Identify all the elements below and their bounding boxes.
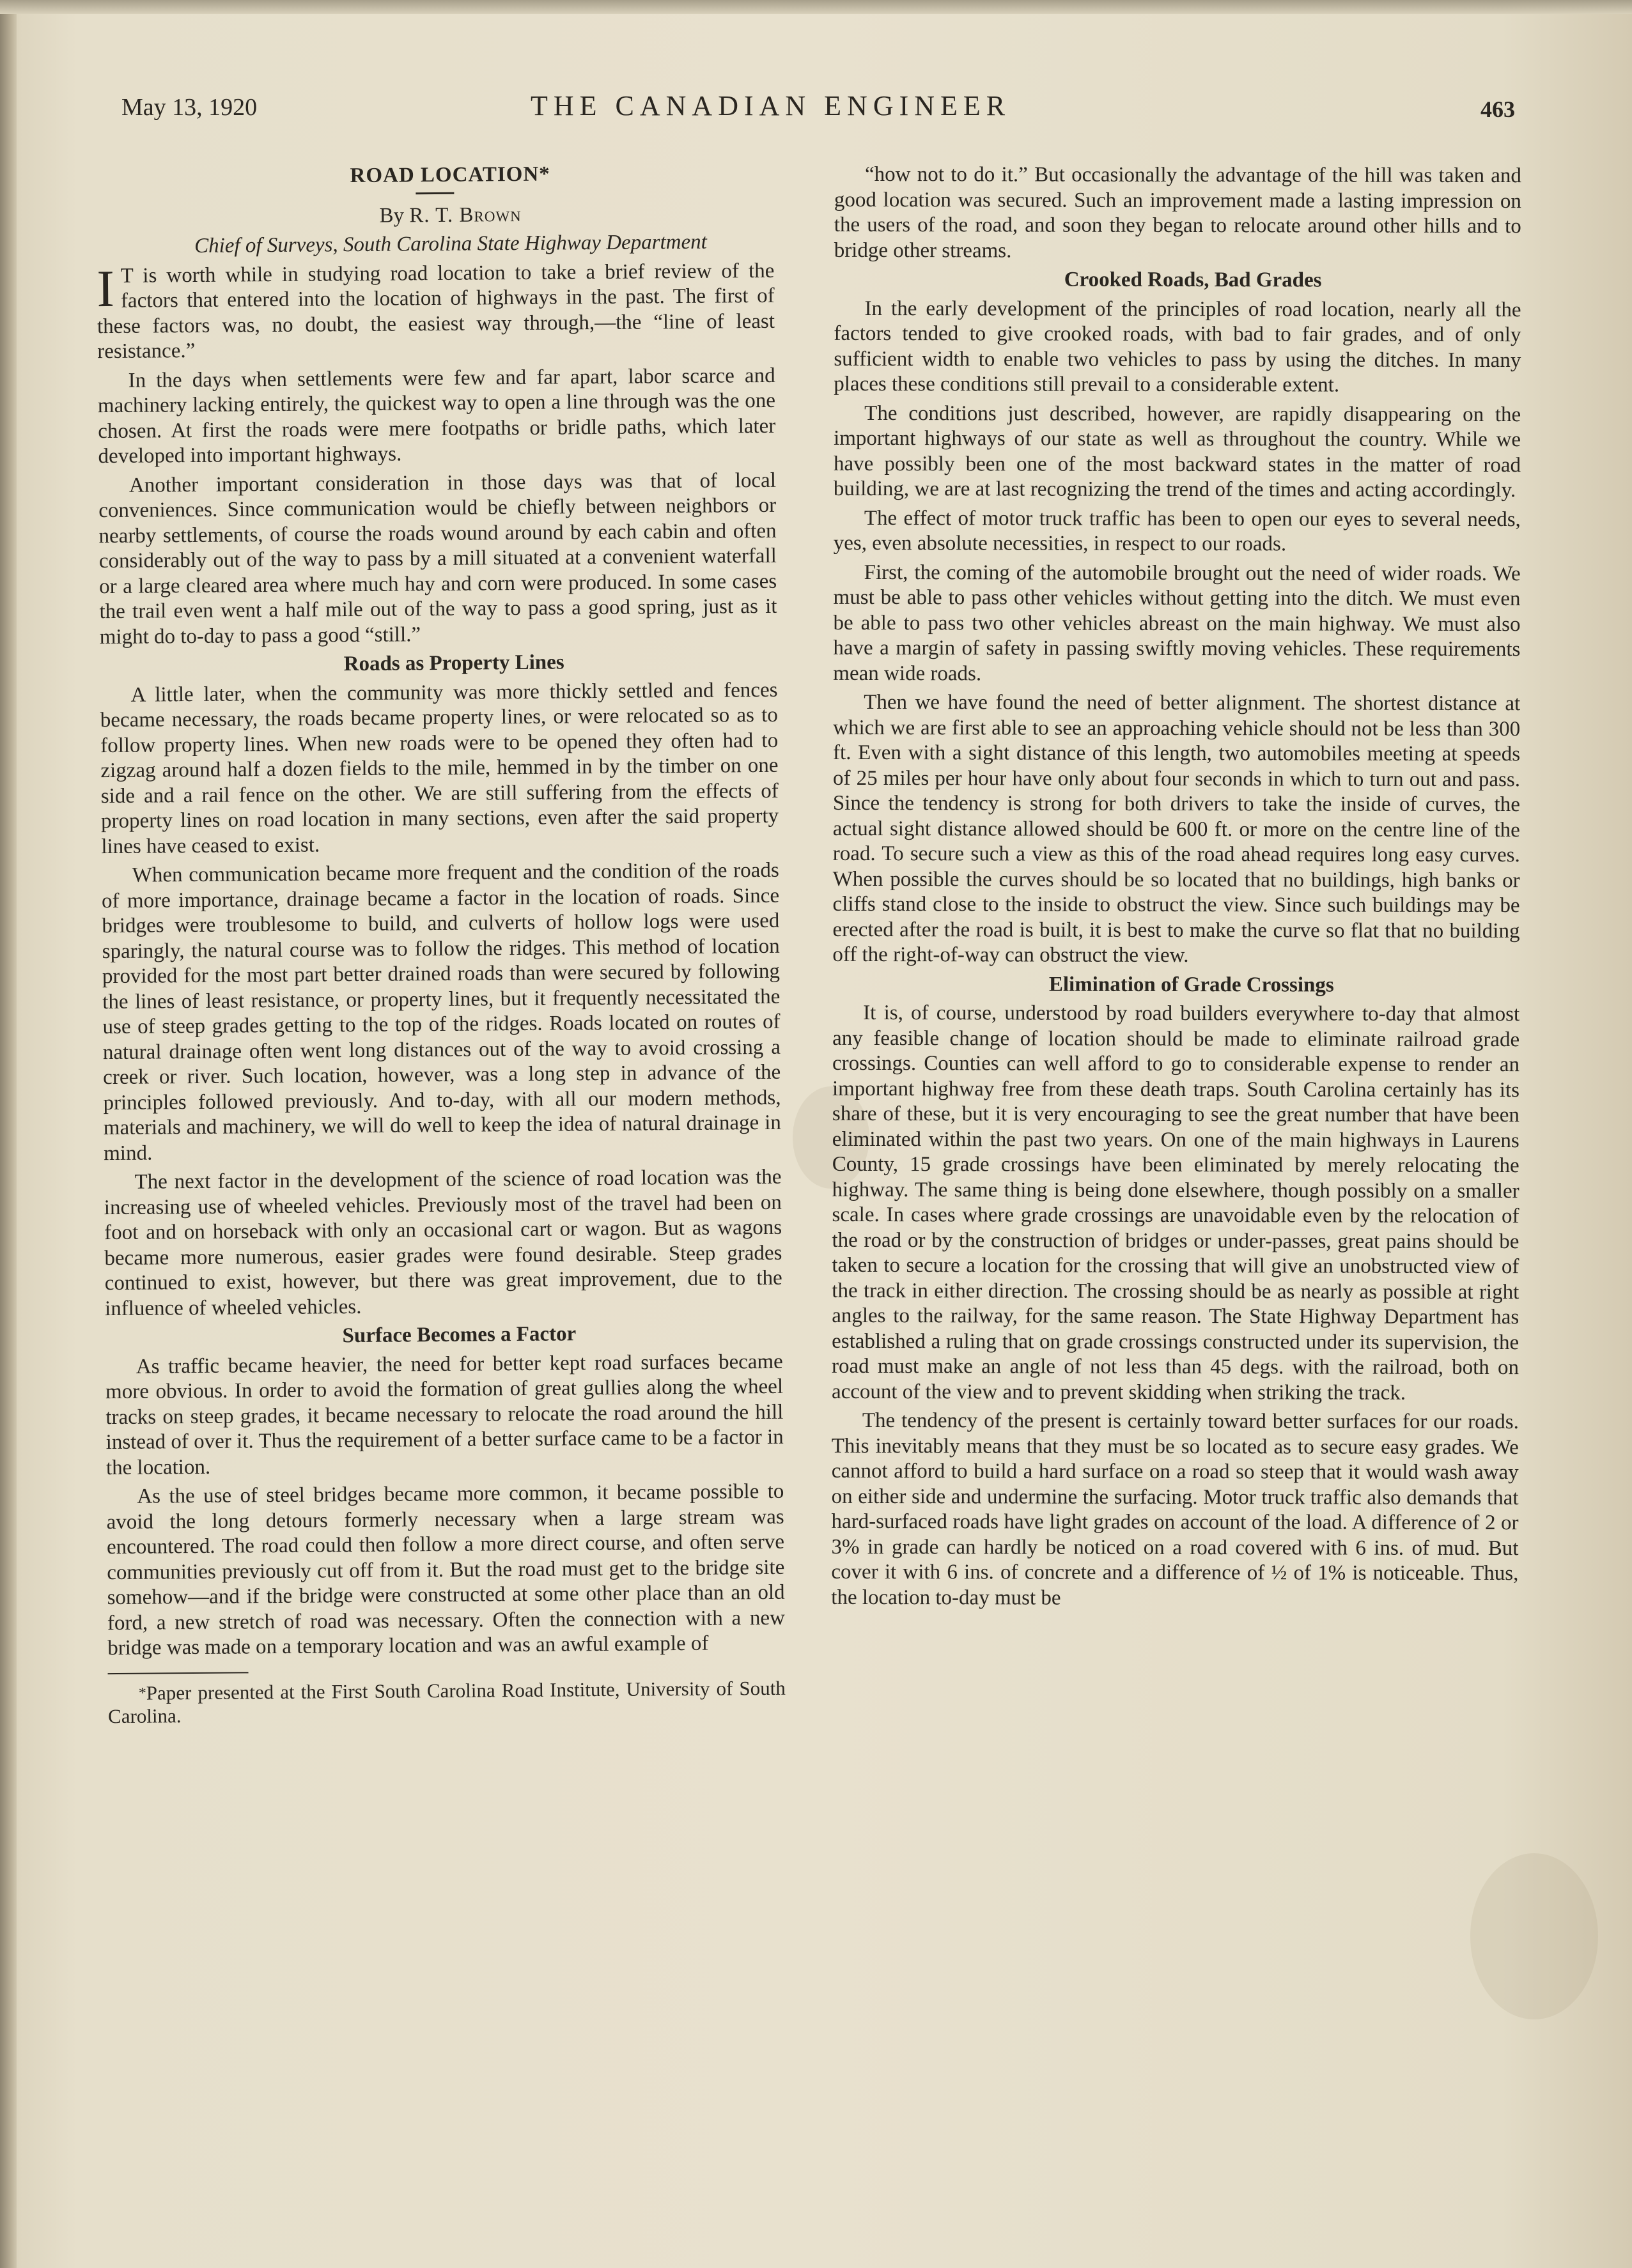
intro-paragraph <box>97 258 775 364</box>
section-heading: Surface Becomes a Factor <box>342 1322 577 1348</box>
paragraph: As traffic became heavier, the need for better kept road surfaces became more obvious. In order to avoid the formation of great gullies along the wheel tracks on steep grades, it became necessary to relocate the road around the hill instead of over it. Thus the requirement of a better surface came to be a factor in the location. <box>105 1350 784 1479</box>
running-header <box>121 89 1515 128</box>
author-affiliation: Chief of Surveys, South Carolina State Highway Department <box>194 230 707 258</box>
section-heading: Elimination of Grade Crossings <box>1048 973 1334 997</box>
paragraph: When communication became more frequent and the condition of the roads of more importance, drainage became a factor in the location of roads. Since bridges were troublesome to build, and culverts of hollow logs were used sparingly, the natural course was to follow the ridges. This method of location provided for the most part better drained roads than were secured by following the lines of least resistance, or property lines, but it frequently necessitated the use of steep grades getting to the top of the ridges. Roads located on routes of natural drainage often went long distances out of the way to avoid crossing a creek or river. Such location, however, was a long step in advance of the principles followed previously. And to-day, with all our modern methods, materials and machinery, we will do well to keep the idea of natural drainage in mind. <box>101 858 781 1165</box>
paragraph: As the use of steel bridges became more common, it became possible to avoid the long detours formerly necessary when a large stream was encountered. The road could then follow a more direct course, and often serve communities previously cut off from it. But the road must get to the bridge site somehow—and if the bridge were constructed at some other place than an old ford, a new stretch of road was necessary. Often the connection with a new bridge was made on a temporary location and was an awful example of <box>106 1479 786 1660</box>
footnote-marker: * <box>138 1685 146 1702</box>
title-rule <box>416 192 454 194</box>
section-heading: Roads as Property Lines <box>343 651 564 676</box>
paper-stain <box>1470 1853 1598 2019</box>
paragraph: In the early development of the principles of road location, nearly all the factors tended to give crooked roads, with bad to fair grades, and of only sufficient width to enable two vehicles to pass by using the ditches. In many places these conditions still prevail to a considerable extent. <box>834 297 1521 397</box>
footnote-text: Paper presented at the First South Carolina Road Institute, University of South Carolina. <box>107 1676 786 1727</box>
journal-title: THE CANADIAN ENGINEER <box>531 90 1011 121</box>
paragraph: Then we have found the need of better alignment. The shortest distance at which we are first able to see an approaching vehicle should not be less than 300 ft. Even with a sight distance of this length, two automobiles meeting at speeds of 25 miles per hour have only about four seconds in which to turn out and pass. Since the tendency is strong for both drivers to take the inside of curves, the actual sight distance allowed should be 600 ft. or more on the centre line of the road. To secure such a view as this of the road ahead requires long easy curves. When possible the curves should be so located that no buildings, high banks or cliffs stand close to the inside to obstruct the view. Since such buildings may be erected after the road is built, it is best to make the curve so flat that no building off the right-of-way can obstruct the view. <box>832 690 1521 968</box>
paragraph: “how not to do it.” But occasionally the advantage of the hill was taken and good location was secured. Such an improvement made a lasting impression on the users of the road, and soon they began to relocate around other hills and to bridge other streams. <box>834 162 1521 262</box>
paragraph: The conditions just described, however, are rapidly disappearing on the important highways of our state as well as throughout the country. While we have possibly been one of the most backward states in the matter of road building, we are at last recognizing the trend of the times and acting accordingly. <box>833 401 1521 502</box>
issue-date: May 13, 1920 <box>121 94 258 121</box>
right-column <box>831 162 1521 1616</box>
byline <box>97 200 774 231</box>
paragraph: In the days when settlements were few and far apart, labor scarce and machinery lacking entirely, the quickest way to open a line through was the one chosen. At first the roads were mere footpaths or bridle paths, which later developed into important highways. <box>97 364 776 468</box>
section-heading: Crooked Roads, Bad Grades <box>1064 268 1322 292</box>
intro-text: T is worth while in studying road location to take a brief review of the factors that entered into the location of highways in the past. The first of these factors was, no doubt, the easiest way through,—the “line of least resistance.” <box>97 259 775 364</box>
page-top-edge <box>0 0 1632 14</box>
paragraph: The next factor in the development of the science of road location was the increasing use of wheeled vehicles. Previously most of the travel had been on foot and on horseback with only an occasional cart or wagon. But as wagons became more numerous, easier grades were found desirable. Steep grades continued to exist, however, but there was great improvement, due to the influence of wheeled vehicles. <box>104 1165 782 1320</box>
byline-prefix: By <box>379 203 405 228</box>
left-column <box>96 160 786 1732</box>
paragraph: Another important consideration in those days was that of local conveniences. Since communication would be chiefly between neighbors or nearby settlements, of course the roads wound around by each cabin and often considerably out of the way to pass by a mill situated at a convenient waterfall or a large cleared area where much hay and corn were produced. In some cases the trail even went a half mile out of the way to pass a good spring, just as it might do to-day to pass a good “still.” <box>98 468 777 649</box>
paragraph: It is, of course, understood by road builders everywhere to-day that almost any feasible change of location should be made to eliminate railroad grade crossings. Counties can well afford to go to considerable expense to render an important highway free from these death traps. South Carolina certainly has its share of these, but it is very encouraging to see the great number that have been eliminated within the past two years. On one of the main highways in Laurens County, 15 grade crossings have been eliminated by merely relocating the highway. The same thing is being done elsewhere, though possibly on a smaller scale. In cases where grade crossings are unavoidable even by the relocation of the road or by the construction of bridges or under-passes, great pains should be taken to secure a location for the crossing that will give an unobstructed view of the track in either direction. The crossing should be as nearly as possible at right angles to the railway, for the same reason. The State Highway Department has established a ruling that on grade crossings constructed under its supervision, the road must make an angle of not less than 45 degs. with the railroad, both on account of the view and to prevent skidding when striking the track. <box>831 1001 1520 1405</box>
page-number: 463 <box>1480 96 1515 122</box>
drop-cap: I <box>97 259 115 318</box>
article-title: ROAD LOCATION* <box>350 162 550 188</box>
footnote-rule <box>108 1672 249 1674</box>
paragraph: The tendency of the present is certainly toward better surfaces for our roads. This inevitably means that they must be so located as to secure easy grades. We cannot afford to build a hard surface on a road so steep that it would wash away on either side and undermine the surfacing. Motor truck traffic also demands that hard-surfaced roads have light grades on account of the load. A difference of 2 or 3% in grade can hardly be noticed on a road covered with 6 ins. of mud. But cover it with 6 ins. of concrete and a difference of ½ of 1% is noticeable. Thus, the location to-day must be <box>831 1408 1519 1610</box>
page-binding-edge <box>0 0 17 2268</box>
paragraph: First, the coming of the automobile brought out the need of wider roads. We must be able to pass other vehicles without getting into the ditch. We must even be able to pass two other vehicles abreast on the main highway. We must also have a margin of safety in passing swiftly moving vehicles. These requirements mean wide roads. <box>833 560 1521 685</box>
author-name: R. T. Brown <box>409 203 522 227</box>
paragraph: A little later, when the community was more thickly settled and fences became necessary, the roads became property lines, or were relocated so as to follow property lines. When new roads were to be opened they often had to zigzag around half a dozen fields to the mile, hemmed in by the timber on one side and a rail fence on the other. We are still suffering from the effects of property lines on road location in many sections, even after the said property lines have ceased to exist. <box>100 678 779 858</box>
paragraph: The effect of motor truck traffic has been to open our eyes to several needs, yes, even absolute necessities, in respect to our roads. <box>833 506 1521 556</box>
footnote <box>108 1676 786 1727</box>
